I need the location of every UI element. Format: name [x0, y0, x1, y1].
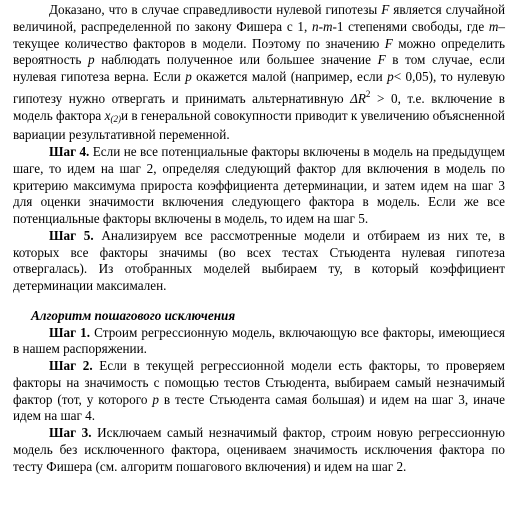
- var-x: x: [104, 107, 111, 123]
- step-text: Исключаем самый незначимый фактор, строим новую регрессионную модель без исключенного фактора, оцениваем значимость исключения фактора по тесту Фишера (см. алгоритм пошагового включения) и идем на шаг 2.: [13, 425, 505, 474]
- step-text: Строим регрессионную модель, включающую все факторы, имеющиеся в нашем распоряжении.: [13, 324, 505, 357]
- text-run: -1 степенями свободы, где: [332, 18, 489, 34]
- text-run: Доказано, что в случае справедливости нулевой гипотезы: [49, 2, 382, 17]
- step-label: Шаг 3.: [49, 425, 92, 440]
- var-p: p: [152, 391, 159, 407]
- var-F: F: [384, 35, 393, 51]
- var-p: p: [88, 52, 95, 68]
- step-text: в тесте Стьюдента самая большая) и идем на шаг 3, иначе идем на шаг 4.: [13, 391, 505, 424]
- text-run: окажется малой (например, если: [191, 69, 388, 84]
- var-x-subscript: (2): [110, 113, 121, 124]
- formula-exponent: 2: [365, 88, 371, 99]
- step-text: Если не все потенциальные факторы включены в модель на предыдущем шаге, то идем на шаг 2, определяя следующий фактор для включения в модель по критерию максимума прироста коэффициента детерминации, и затем идем на шаг 3 для оценки значимости включения следующего фактора в модель. Если же все потенциальные факторы включены в модель, то идем на шаг 5.: [13, 144, 505, 226]
- var-F: F: [381, 2, 390, 17]
- var-p: p: [387, 69, 394, 84]
- text-run: наблюдать полученное или большее значение: [94, 52, 378, 68]
- paragraph-elim-step-1: [13, 325, 505, 359]
- text-run: > 0, т.е. включение в модель фактора: [13, 90, 505, 123]
- section-heading: Алгоритм пошагового исключения: [31, 307, 236, 323]
- step-label: Шаг 2.: [49, 358, 93, 373]
- text-run: < 0,05), то нулевую гипотезу нужно отвергать и принимать альтернативную: [13, 69, 505, 106]
- paragraph-step-4: [13, 144, 505, 228]
- text-run: является случайной величиной, распределенной по закону Фишера с 1,: [13, 2, 506, 34]
- paragraph-step-5: [13, 228, 505, 295]
- step-label: Шаг 4.: [49, 144, 90, 159]
- paragraph-elim-step-2: [13, 358, 505, 425]
- paragraph-f-test: [13, 2, 505, 144]
- text-run: – текущее количество факторов в модели. Поэтому по значению: [13, 18, 505, 51]
- text-run: и в генеральной совокупности приводит к увеличению объясненной вариации результативной переменной.: [13, 107, 505, 143]
- var-F: F: [377, 52, 386, 68]
- var-p: p: [185, 69, 192, 84]
- text-run: можно определить вероятность: [13, 35, 505, 68]
- step-text: Если в текущей регрессионной модели есть факторы, то проверяем факторы на значимость с помощью тестов Стьюдента, выбираем самый незначимый фактор (тот, у которого: [13, 358, 505, 407]
- step-label: Шаг 1.: [49, 324, 91, 340]
- step-label: Шаг 5.: [49, 227, 94, 243]
- paragraph-elim-step-3: [13, 425, 505, 475]
- formula-delta-r: ΔR: [350, 90, 366, 106]
- var-m: m: [488, 18, 499, 34]
- text-run: в том случае, если нулевая гипотеза верна. Если: [13, 52, 505, 84]
- step-text: Анализируем все рассмотренные модели и отбираем из них те, в которых все факторы значимы (во всех тестах Стьюдента нулевая гипотеза отвергалась). Из отобранных моделей выбираем ту, в который коэффициент детерминации максимален.: [13, 227, 505, 293]
- var-n-m: n-m: [311, 18, 333, 34]
